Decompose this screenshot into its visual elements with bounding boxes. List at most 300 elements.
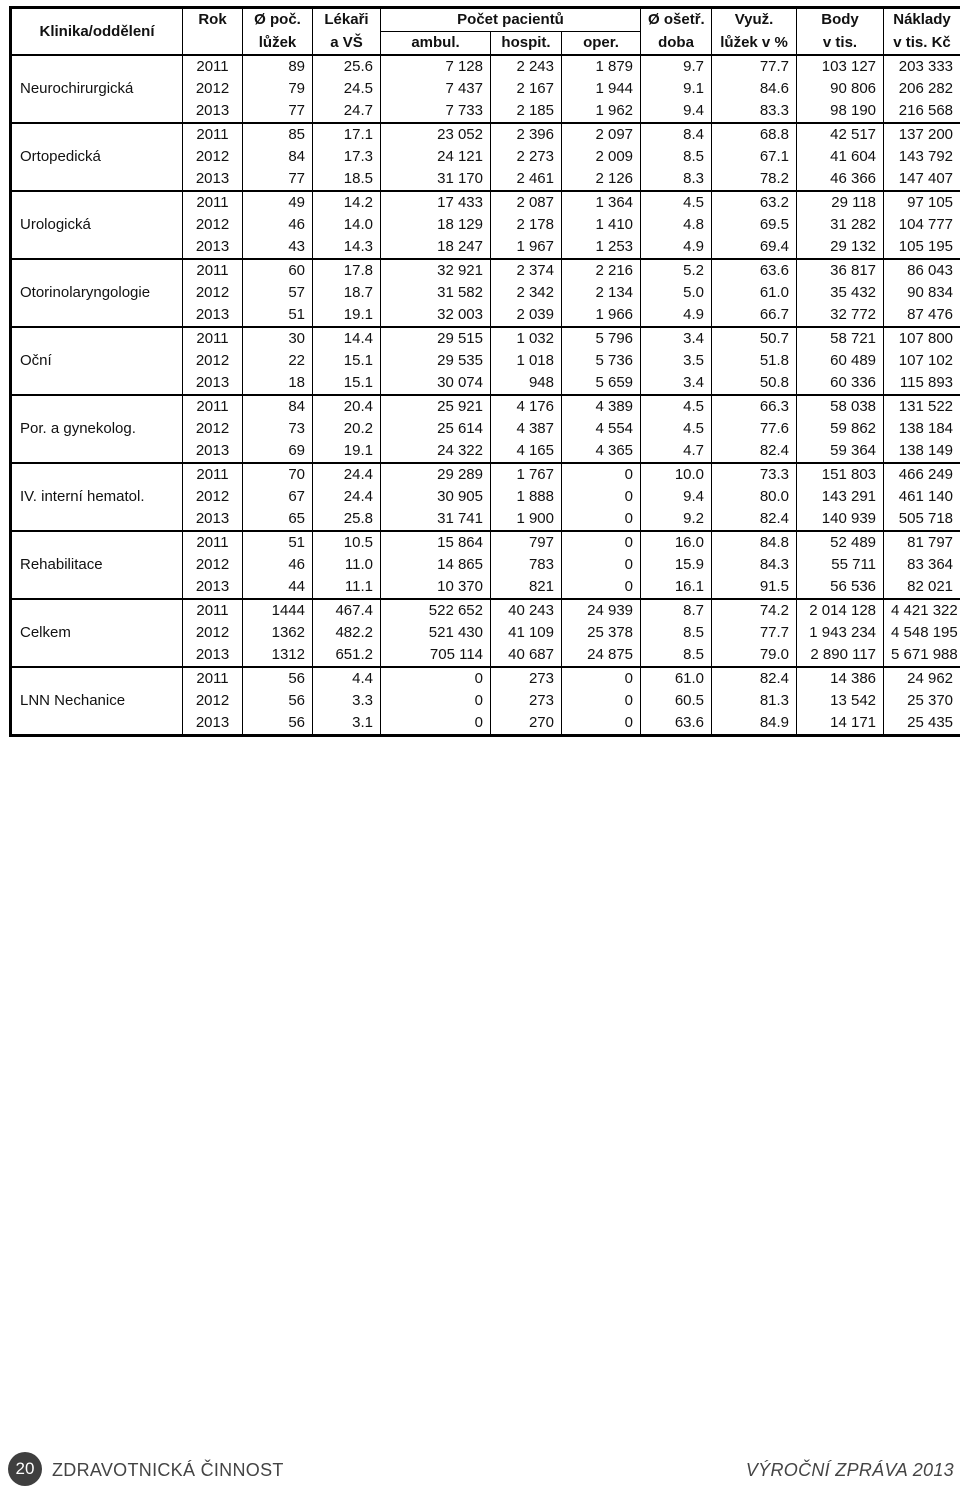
value-cell: 2 185 <box>491 100 562 123</box>
value-cell: 63.6 <box>712 259 797 282</box>
value-cell: 4.8 <box>641 214 712 236</box>
value-cell: 4 548 195 <box>884 622 960 644</box>
value-cell: 0 <box>562 486 641 508</box>
value-cell: 1 032 <box>491 327 562 350</box>
year-cell: 2012 <box>183 486 243 508</box>
value-cell: 137 200 <box>884 123 960 146</box>
value-cell: 5 659 <box>562 372 641 395</box>
value-cell: 84.8 <box>712 531 797 554</box>
value-cell: 81.3 <box>712 690 797 712</box>
value-cell: 56 <box>243 690 313 712</box>
value-cell: 24.7 <box>313 100 381 123</box>
value-cell: 65 <box>243 508 313 531</box>
value-cell: 41 604 <box>797 146 884 168</box>
value-cell: 1 018 <box>491 350 562 372</box>
value-cell: 651.2 <box>313 644 381 667</box>
value-cell: 7 437 <box>381 78 491 100</box>
table-row <box>11 259 960 282</box>
header-hospit: hospit. <box>491 32 562 56</box>
value-cell: 81 797 <box>884 531 960 554</box>
value-cell: 13 542 <box>797 690 884 712</box>
value-cell: 0 <box>562 712 641 736</box>
header-stay-2: doba <box>641 32 712 56</box>
value-cell: 1 364 <box>562 191 641 214</box>
year-cell: 2012 <box>183 282 243 304</box>
value-cell: 25.6 <box>313 55 381 78</box>
year-cell: 2012 <box>183 418 243 440</box>
value-cell: 69.5 <box>712 214 797 236</box>
value-cell: 131 522 <box>884 395 960 418</box>
value-cell: 2 014 128 <box>797 599 884 622</box>
value-cell: 22 <box>243 350 313 372</box>
value-cell: 5 671 988 <box>884 644 960 667</box>
value-cell: 31 282 <box>797 214 884 236</box>
value-cell: 73.3 <box>712 463 797 486</box>
value-cell: 8.3 <box>641 168 712 191</box>
value-cell: 1444 <box>243 599 313 622</box>
value-cell: 90 806 <box>797 78 884 100</box>
value-cell: 11.1 <box>313 576 381 599</box>
value-cell: 82.4 <box>712 440 797 463</box>
value-cell: 19.1 <box>313 304 381 327</box>
value-cell: 2 097 <box>562 123 641 146</box>
value-cell: 1 253 <box>562 236 641 259</box>
value-cell: 16.1 <box>641 576 712 599</box>
year-cell: 2013 <box>183 576 243 599</box>
value-cell: 41 109 <box>491 622 562 644</box>
department-name: Neurochirurgická <box>11 55 183 123</box>
value-cell: 0 <box>562 463 641 486</box>
value-cell: 79 <box>243 78 313 100</box>
value-cell: 67 <box>243 486 313 508</box>
value-cell: 2 178 <box>491 214 562 236</box>
value-cell: 4 421 322 <box>884 599 960 622</box>
year-cell: 2012 <box>183 146 243 168</box>
value-cell: 29 515 <box>381 327 491 350</box>
value-cell: 78.2 <box>712 168 797 191</box>
value-cell: 46 <box>243 554 313 576</box>
value-cell: 4.5 <box>641 418 712 440</box>
value-cell: 83.3 <box>712 100 797 123</box>
value-cell: 84 <box>243 395 313 418</box>
value-cell: 3.4 <box>641 372 712 395</box>
value-cell: 9.1 <box>641 78 712 100</box>
value-cell: 14.4 <box>313 327 381 350</box>
value-cell: 143 291 <box>797 486 884 508</box>
value-cell: 23 052 <box>381 123 491 146</box>
value-cell: 87 476 <box>884 304 960 327</box>
value-cell: 25 614 <box>381 418 491 440</box>
year-cell: 2012 <box>183 78 243 100</box>
value-cell: 105 195 <box>884 236 960 259</box>
value-cell: 8.5 <box>641 622 712 644</box>
value-cell: 74.2 <box>712 599 797 622</box>
value-cell: 138 149 <box>884 440 960 463</box>
value-cell: 46 366 <box>797 168 884 191</box>
value-cell: 82.4 <box>712 667 797 690</box>
value-cell: 104 777 <box>884 214 960 236</box>
value-cell: 77 <box>243 168 313 191</box>
value-cell: 797 <box>491 531 562 554</box>
value-cell: 10 370 <box>381 576 491 599</box>
value-cell: 77.7 <box>712 55 797 78</box>
value-cell: 1362 <box>243 622 313 644</box>
footer-section-title: ZDRAVOTNICKÁ ČINNOST <box>52 1460 284 1480</box>
value-cell: 17.1 <box>313 123 381 146</box>
year-cell: 2013 <box>183 100 243 123</box>
value-cell: 60 336 <box>797 372 884 395</box>
value-cell: 4.4 <box>313 667 381 690</box>
value-cell: 2 039 <box>491 304 562 327</box>
value-cell: 9.4 <box>641 100 712 123</box>
value-cell: 5 736 <box>562 350 641 372</box>
value-cell: 66.7 <box>712 304 797 327</box>
value-cell: 143 792 <box>884 146 960 168</box>
value-cell: 5.0 <box>641 282 712 304</box>
value-cell: 138 184 <box>884 418 960 440</box>
year-cell: 2013 <box>183 168 243 191</box>
value-cell: 56 <box>243 712 313 736</box>
value-cell: 4 389 <box>562 395 641 418</box>
page-footer <box>8 1452 956 1488</box>
value-cell: 107 102 <box>884 350 960 372</box>
table-row <box>11 395 960 418</box>
value-cell: 77.6 <box>712 418 797 440</box>
value-cell: 7 733 <box>381 100 491 123</box>
value-cell: 68.8 <box>712 123 797 146</box>
value-cell: 3.3 <box>313 690 381 712</box>
value-cell: 2 134 <box>562 282 641 304</box>
value-cell: 46 <box>243 214 313 236</box>
value-cell: 31 170 <box>381 168 491 191</box>
value-cell: 821 <box>491 576 562 599</box>
value-cell: 31 582 <box>381 282 491 304</box>
value-cell: 31 741 <box>381 508 491 531</box>
value-cell: 77 <box>243 100 313 123</box>
value-cell: 4 176 <box>491 395 562 418</box>
value-cell: 51 <box>243 531 313 554</box>
value-cell: 83 364 <box>884 554 960 576</box>
value-cell: 273 <box>491 690 562 712</box>
value-cell: 57 <box>243 282 313 304</box>
value-cell: 5.2 <box>641 259 712 282</box>
table-body <box>11 55 960 736</box>
value-cell: 84.3 <box>712 554 797 576</box>
value-cell: 1 879 <box>562 55 641 78</box>
header-year: Rok <box>183 8 243 32</box>
value-cell: 30 074 <box>381 372 491 395</box>
value-cell: 0 <box>562 576 641 599</box>
department-name: Ortopedická <box>11 123 183 191</box>
value-cell: 52 489 <box>797 531 884 554</box>
year-cell: 2012 <box>183 554 243 576</box>
table-row <box>11 599 960 622</box>
value-cell: 49 <box>243 191 313 214</box>
value-cell: 30 905 <box>381 486 491 508</box>
value-cell: 14.2 <box>313 191 381 214</box>
value-cell: 2 342 <box>491 282 562 304</box>
value-cell: 203 333 <box>884 55 960 78</box>
value-cell: 17 433 <box>381 191 491 214</box>
value-cell: 9.4 <box>641 486 712 508</box>
value-cell: 4 387 <box>491 418 562 440</box>
header-doctors-2: a VŠ <box>313 32 381 56</box>
value-cell: 4.7 <box>641 440 712 463</box>
value-cell: 3.5 <box>641 350 712 372</box>
header-row-1 <box>11 8 960 32</box>
year-cell: 2011 <box>183 599 243 622</box>
value-cell: 69.4 <box>712 236 797 259</box>
value-cell: 2 243 <box>491 55 562 78</box>
value-cell: 11.0 <box>313 554 381 576</box>
value-cell: 2 216 <box>562 259 641 282</box>
value-cell: 505 718 <box>884 508 960 531</box>
table-row <box>11 327 960 350</box>
header-oper: oper. <box>562 32 641 56</box>
value-cell: 1 966 <box>562 304 641 327</box>
value-cell: 89 <box>243 55 313 78</box>
value-cell: 29 289 <box>381 463 491 486</box>
value-cell: 18 129 <box>381 214 491 236</box>
value-cell: 91.5 <box>712 576 797 599</box>
value-cell: 4.5 <box>641 191 712 214</box>
value-cell: 482.2 <box>313 622 381 644</box>
value-cell: 948 <box>491 372 562 395</box>
value-cell: 3.1 <box>313 712 381 736</box>
value-cell: 2 461 <box>491 168 562 191</box>
value-cell: 86 043 <box>884 259 960 282</box>
value-cell: 43 <box>243 236 313 259</box>
value-cell: 216 568 <box>884 100 960 123</box>
value-cell: 1 943 234 <box>797 622 884 644</box>
value-cell: 58 721 <box>797 327 884 350</box>
header-stay-1: Ø ošetř. <box>641 8 712 32</box>
value-cell: 59 364 <box>797 440 884 463</box>
value-cell: 1 944 <box>562 78 641 100</box>
value-cell: 50.7 <box>712 327 797 350</box>
value-cell: 29 132 <box>797 236 884 259</box>
value-cell: 8.4 <box>641 123 712 146</box>
value-cell: 1 967 <box>491 236 562 259</box>
value-cell: 20.4 <box>313 395 381 418</box>
value-cell: 15.1 <box>313 350 381 372</box>
year-cell: 2013 <box>183 440 243 463</box>
year-cell: 2011 <box>183 191 243 214</box>
value-cell: 18 247 <box>381 236 491 259</box>
value-cell: 84.9 <box>712 712 797 736</box>
value-cell: 24 875 <box>562 644 641 667</box>
year-cell: 2011 <box>183 327 243 350</box>
year-cell: 2011 <box>183 463 243 486</box>
value-cell: 24.4 <box>313 463 381 486</box>
value-cell: 705 114 <box>381 644 491 667</box>
value-cell: 1 962 <box>562 100 641 123</box>
value-cell: 0 <box>562 531 641 554</box>
value-cell: 4 554 <box>562 418 641 440</box>
value-cell: 14.0 <box>313 214 381 236</box>
year-cell: 2013 <box>183 372 243 395</box>
year-cell: 2013 <box>183 236 243 259</box>
value-cell: 20.2 <box>313 418 381 440</box>
year-cell: 2011 <box>183 55 243 78</box>
department-name: Otorinolaryngologie <box>11 259 183 327</box>
value-cell: 7 128 <box>381 55 491 78</box>
value-cell: 522 652 <box>381 599 491 622</box>
table-row <box>11 191 960 214</box>
year-cell: 2011 <box>183 531 243 554</box>
value-cell: 151 803 <box>797 463 884 486</box>
year-cell: 2011 <box>183 667 243 690</box>
value-cell: 36 817 <box>797 259 884 282</box>
value-cell: 69 <box>243 440 313 463</box>
year-cell: 2012 <box>183 690 243 712</box>
year-cell: 2011 <box>183 395 243 418</box>
value-cell: 60 <box>243 259 313 282</box>
value-cell: 79.0 <box>712 644 797 667</box>
value-cell: 273 <box>491 667 562 690</box>
value-cell: 24 121 <box>381 146 491 168</box>
value-cell: 58 038 <box>797 395 884 418</box>
table-row <box>11 55 960 78</box>
value-cell: 70 <box>243 463 313 486</box>
value-cell: 15.1 <box>313 372 381 395</box>
year-cell: 2013 <box>183 304 243 327</box>
value-cell: 1 900 <box>491 508 562 531</box>
header-points-1: Body <box>797 8 884 32</box>
value-cell: 44 <box>243 576 313 599</box>
header-util-2: lůžek v % <box>712 32 797 56</box>
value-cell: 56 <box>243 667 313 690</box>
value-cell: 59 862 <box>797 418 884 440</box>
value-cell: 18.5 <box>313 168 381 191</box>
value-cell: 40 243 <box>491 599 562 622</box>
value-cell: 77.7 <box>712 622 797 644</box>
value-cell: 17.3 <box>313 146 381 168</box>
value-cell: 1 767 <box>491 463 562 486</box>
value-cell: 24 322 <box>381 440 491 463</box>
value-cell: 521 430 <box>381 622 491 644</box>
value-cell: 461 140 <box>884 486 960 508</box>
value-cell: 24 939 <box>562 599 641 622</box>
year-cell: 2012 <box>183 350 243 372</box>
value-cell: 0 <box>381 690 491 712</box>
value-cell: 84 <box>243 146 313 168</box>
value-cell: 8.7 <box>641 599 712 622</box>
value-cell: 24.4 <box>313 486 381 508</box>
value-cell: 107 800 <box>884 327 960 350</box>
header-year-2 <box>183 32 243 56</box>
header-util-1: Využ. <box>712 8 797 32</box>
value-cell: 50.8 <box>712 372 797 395</box>
value-cell: 32 772 <box>797 304 884 327</box>
value-cell: 2 126 <box>562 168 641 191</box>
value-cell: 18.7 <box>313 282 381 304</box>
value-cell: 270 <box>491 712 562 736</box>
value-cell: 3.4 <box>641 327 712 350</box>
value-cell: 61.0 <box>641 667 712 690</box>
value-cell: 2 273 <box>491 146 562 168</box>
value-cell: 147 407 <box>884 168 960 191</box>
value-cell: 2 374 <box>491 259 562 282</box>
value-cell: 10.0 <box>641 463 712 486</box>
value-cell: 1 888 <box>491 486 562 508</box>
value-cell: 82.4 <box>712 508 797 531</box>
footer-report-title: VÝROČNÍ ZPRÁVA 2013 <box>745 1460 954 1480</box>
value-cell: 0 <box>562 508 641 531</box>
value-cell: 51.8 <box>712 350 797 372</box>
value-cell: 14 865 <box>381 554 491 576</box>
value-cell: 25 370 <box>884 690 960 712</box>
value-cell: 84.6 <box>712 78 797 100</box>
header-costs-1: Náklady <box>884 8 960 32</box>
value-cell: 24.5 <box>313 78 381 100</box>
value-cell: 32 003 <box>381 304 491 327</box>
year-cell: 2013 <box>183 712 243 736</box>
value-cell: 15.9 <box>641 554 712 576</box>
header-ambul: ambul. <box>381 32 491 56</box>
value-cell: 14.3 <box>313 236 381 259</box>
value-cell: 51 <box>243 304 313 327</box>
value-cell: 103 127 <box>797 55 884 78</box>
department-name: Rehabilitace <box>11 531 183 599</box>
value-cell: 56 536 <box>797 576 884 599</box>
value-cell: 4.9 <box>641 236 712 259</box>
value-cell: 2 009 <box>562 146 641 168</box>
value-cell: 17.8 <box>313 259 381 282</box>
value-cell: 98 190 <box>797 100 884 123</box>
value-cell: 25.8 <box>313 508 381 531</box>
value-cell: 42 517 <box>797 123 884 146</box>
value-cell: 4 365 <box>562 440 641 463</box>
value-cell: 19.1 <box>313 440 381 463</box>
value-cell: 466 249 <box>884 463 960 486</box>
value-cell: 18 <box>243 372 313 395</box>
table-row <box>11 667 960 690</box>
value-cell: 67.1 <box>712 146 797 168</box>
value-cell: 4 165 <box>491 440 562 463</box>
value-cell: 61.0 <box>712 282 797 304</box>
year-cell: 2012 <box>183 622 243 644</box>
value-cell: 82 021 <box>884 576 960 599</box>
department-name: Oční <box>11 327 183 395</box>
value-cell: 2 087 <box>491 191 562 214</box>
value-cell: 0 <box>381 667 491 690</box>
value-cell: 9.2 <box>641 508 712 531</box>
value-cell: 63.2 <box>712 191 797 214</box>
value-cell: 63.6 <box>641 712 712 736</box>
department-name: LNN Nechanice <box>11 667 183 736</box>
value-cell: 10.5 <box>313 531 381 554</box>
value-cell: 5 796 <box>562 327 641 350</box>
value-cell: 9.7 <box>641 55 712 78</box>
value-cell: 2 890 117 <box>797 644 884 667</box>
value-cell: 29 118 <box>797 191 884 214</box>
value-cell: 66.3 <box>712 395 797 418</box>
value-cell: 32 921 <box>381 259 491 282</box>
value-cell: 25 435 <box>884 712 960 736</box>
value-cell: 85 <box>243 123 313 146</box>
header-points-2: v tis. <box>797 32 884 56</box>
value-cell: 1 410 <box>562 214 641 236</box>
value-cell: 16.0 <box>641 531 712 554</box>
value-cell: 29 535 <box>381 350 491 372</box>
value-cell: 73 <box>243 418 313 440</box>
value-cell: 140 939 <box>797 508 884 531</box>
year-cell: 2011 <box>183 259 243 282</box>
value-cell: 97 105 <box>884 191 960 214</box>
header-beds-2: lůžek <box>243 32 313 56</box>
value-cell: 4.5 <box>641 395 712 418</box>
